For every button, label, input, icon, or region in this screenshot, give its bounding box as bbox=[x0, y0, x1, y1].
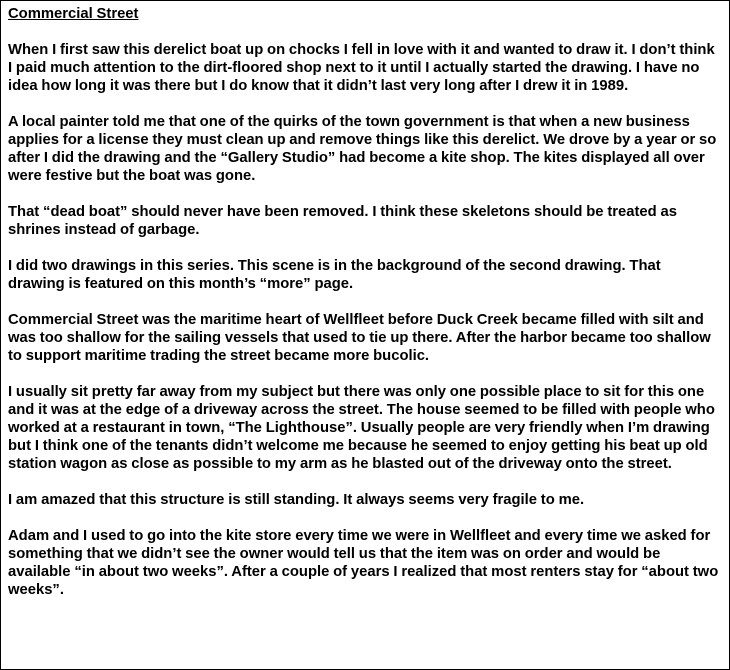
document-title: Commercial Street bbox=[8, 6, 139, 22]
paragraph-two-drawings: I did two drawings in this series. This scene is in the background of the second drawing. That drawing is featured on this month’s “more” page. bbox=[8, 258, 661, 292]
paragraph-kite-store: Adam and I used to go into the kite store every time we were in Wellfleet and every time we asked for something that we didn’t see the owner would tell us that the item was on order and would be available “in about two weeks”. After a couple of years I realized that most renters stay for “about two weeks”. bbox=[8, 528, 719, 598]
paragraph-town-government: A local painter told me that one of the quirks of the town government is that when a new business applies for a license they must clean up and remove things like this derelict. We drove by a year or so after I did the drawing and the “Gallery Studio” had become a kite shop. The kites displayed all over were festive but the boat was gone. bbox=[8, 114, 717, 184]
paragraph-derelict-boat: When I first saw this derelict boat up on chocks I fell in love with it and wanted to draw it. I don’t think I paid much attention to the dirt-floored shop next to it until I actually started the drawing. I have no idea how long it was there but I do know that it didn’t last very long after I drew it in 1989. bbox=[8, 42, 715, 94]
paragraph-dead-boat: That “dead boat” should never have been removed. I think these skeletons should be treated as shrines instead of garbage. bbox=[8, 204, 677, 238]
paragraph-fragile-structure: I am amazed that this structure is still standing. It always seems very fragile to me. bbox=[8, 492, 585, 508]
paragraph-driveway: I usually sit pretty far away from my subject but there was only one possible place to sit for this one and it was at the edge of a driveway across the street. The house seemed to be filled with people who worked at a restaurant in town, “The Lighthouse”. Usually people are very friendly when I’m drawing but I think one of the tenants didn’t welcome me because he seemed to enjoy getting his beat up old station wagon as close as possible to my arm as he blasted out of the driveway onto the street. bbox=[8, 384, 715, 472]
paragraph-maritime-heart: Commercial Street was the maritime heart of Wellfleet before Duck Creek became filled with silt and was too shallow for the sailing vessels that used to tie up there. After the harbor became too shallow to support maritime trading the street became more bucolic. bbox=[8, 312, 711, 364]
